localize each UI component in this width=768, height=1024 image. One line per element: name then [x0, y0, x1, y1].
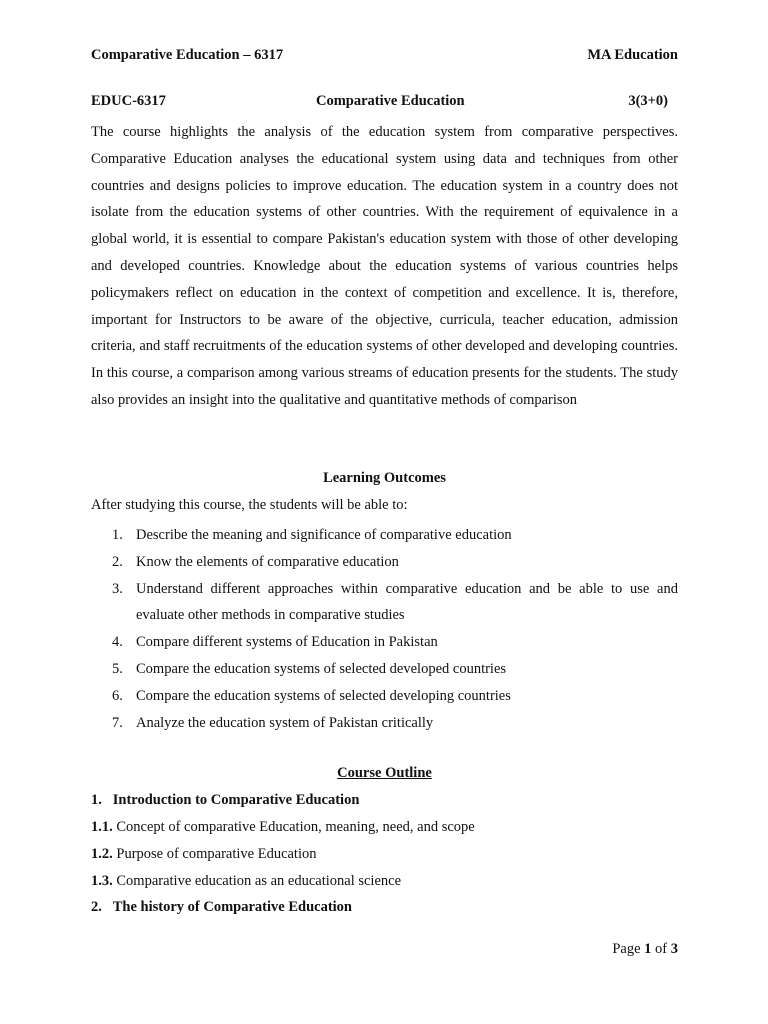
learning-outcomes-heading: Learning Outcomes — [323, 470, 446, 486]
outline-subsection — [91, 846, 678, 863]
outline-subsection-number: 1.3. — [91, 873, 113, 889]
list-item — [91, 710, 678, 737]
list-number: 7. — [112, 714, 123, 731]
page-current: 1 — [644, 941, 652, 957]
list-text: Compare the education systems of selected developed countries — [136, 660, 507, 677]
list-item — [91, 576, 678, 630]
course-outline-heading-text: Course Outline — [337, 765, 432, 781]
list-number: 5. — [112, 660, 123, 677]
outline-subsection-number: 1.2. — [91, 846, 113, 862]
outline-subsection-text: Comparative education as an educational science — [116, 873, 402, 889]
list-text: Know the elements of comparative education — [136, 553, 399, 570]
course-description: The course highlights the analysis of the education system from comparative perspectives. Comparative Education analyses the educational system using data and techniques from other countries and designs policies to improve education. The education system in a country does not isolate from the education systems of other countries. With the requirement of equivalence in a global world, it is essential to compare Pakistan's education system with those of other developing and developed countries. Knowledge about the education systems of various countries helps policymakers reflect on education in the context of competition and excellence. It is, therefore, important for Instructors to be aware of the objective, curricula, teacher education, admission criteria, and staff recruitments of the education systems of other developed and developing countries. In this course, a comparison among various streams of education presents for the students. The study also provides an insight into the qualitative and quantitative methods of comparison — [91, 124, 678, 408]
list-number: 2. — [112, 553, 123, 570]
document-page — [91, 0, 678, 1024]
list-text: Compare the education systems of selected developing countries — [136, 687, 511, 704]
outline-subsection — [91, 873, 678, 890]
list-text: Compare different systems of Education in Pakistan — [136, 634, 438, 651]
list-number: 4. — [112, 634, 123, 651]
header-course-name: Comparative Education – 6317 — [91, 47, 284, 63]
course-code: EDUC-6317 — [91, 93, 166, 109]
outline-section-title: The history of Comparative Education — [112, 899, 352, 915]
course-credits: 3(3+0) — [628, 93, 668, 109]
list-item — [91, 656, 678, 683]
list-text: Describe the meaning and significance of comparative education — [136, 527, 512, 543]
list-text: Analyze the education system of Pakistan critically — [136, 714, 434, 731]
course-outline-heading — [91, 765, 678, 782]
list-number: 1. — [112, 527, 123, 543]
list-number: 3. — [112, 580, 123, 597]
list-text: Understand different approaches within comparative education and be able to use and evaluate other methods in comparative studies — [136, 580, 678, 624]
page-total: 3 — [670, 941, 678, 957]
outline-subsection-text: Purpose of comparative Education — [116, 846, 317, 862]
list-number: 6. — [112, 687, 123, 704]
list-item — [91, 683, 678, 710]
course-title: Comparative Education — [316, 93, 465, 109]
outline-subsection-number: 1.1. — [91, 819, 113, 835]
outline-section-number: 1. — [91, 792, 102, 808]
learning-outcomes-intro: After studying this course, the students will be able to: — [91, 497, 408, 513]
outline-subsection — [91, 819, 678, 836]
outline-section-title: Introduction to Comparative Education — [112, 792, 360, 808]
page-of-label: of — [655, 941, 668, 957]
outline-section-number: 2. — [91, 899, 102, 915]
list-item — [91, 629, 678, 656]
header-program: MA Education — [587, 47, 678, 63]
outline-section — [91, 899, 678, 916]
learning-outcomes-list — [91, 522, 678, 736]
page-label: Page — [612, 941, 641, 957]
page-number — [612, 941, 678, 958]
list-item — [91, 522, 678, 549]
list-item — [91, 549, 678, 576]
outline-subsection-text: Concept of comparative Education, meaning, need, and scope — [116, 819, 475, 835]
outline-section — [91, 792, 678, 809]
